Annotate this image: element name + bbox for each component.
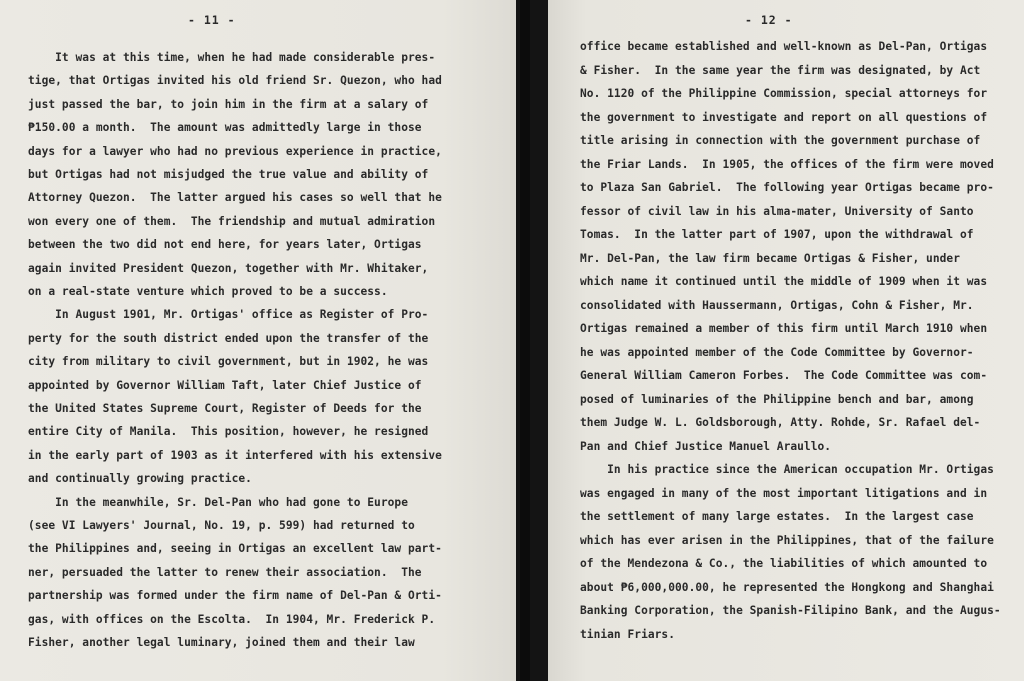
text-line: (see VI Lawyers' Journal, No. 19, p. 599) had returned to xyxy=(28,519,415,532)
text-line: Mr. Del-Pan, the law firm became Ortigas & Fisher, under xyxy=(580,251,960,265)
text-line: In August 1901, Mr. Ortigas' office as Register of Pro- xyxy=(28,308,429,322)
text-line: appointed by Governor William Taft, later Chief Justice of xyxy=(28,378,422,392)
text-line: again invited President Quezon, together with Mr. Whitaker, xyxy=(28,261,429,275)
text-line: tige, that Ortigas invited his old friend Sr. Quezon, who had xyxy=(28,74,442,88)
text-line: of the Mendezona & Co., the liabilities of which amounted to xyxy=(580,557,988,570)
text-line: partnership was formed under the firm name of Del-Pan & Orti- xyxy=(28,589,442,603)
text-line: on a real-state venture which proved to be a success. xyxy=(28,285,388,298)
text-line: title arising in connection with the government purchase of xyxy=(580,134,981,147)
text-line: the United States Supreme Court, Register of Deeds for the xyxy=(28,402,422,415)
text-line: In his practice since the American occupation Mr. Ortigas xyxy=(580,463,994,476)
text-line: consolidated with Haussermann, Ortigas, Cohn & Fisher, Mr. xyxy=(580,298,974,312)
text-line: gas, with offices on the Escolta. In 1904, Mr. Frederick P. xyxy=(28,612,436,626)
text-line: Ortigas remained a member of this firm until March 1910 when xyxy=(580,322,988,335)
text-line: Tomas. In the latter part of 1907, upon the withdrawal of xyxy=(580,228,974,241)
page-number-left: - 11 - xyxy=(188,13,236,27)
page-number-right: - 12 - xyxy=(745,13,793,27)
text-line: them Judge W. L. Goldsborough, Atty. Rohde, Sr. Rafael del- xyxy=(580,416,981,429)
text-line: city from military to civil government, but in 1902, he was xyxy=(28,355,429,369)
text-line: he was appointed member of the Code Committee by Governor- xyxy=(580,345,974,359)
text-line: the Friar Lands. In 1905, the offices of the firm were moved xyxy=(580,157,994,171)
text-line: entire City of Manila. This position, however, he resigned xyxy=(28,425,429,439)
text-line: which has ever arisen in the Philippines, that of the failure xyxy=(580,533,994,547)
text-line: about ₱6,000,000.00, he represented the Hongkong and Shanghai xyxy=(580,580,994,594)
text-line: General William Cameron Forbes. The Code Committee was com- xyxy=(580,369,988,382)
text-line: tinian Friars. xyxy=(580,627,675,641)
text-line: It was at this time, when he had made considerable pres- xyxy=(28,51,436,64)
text-line: & Fisher. In the same year the firm was designated, by Act xyxy=(580,63,981,77)
text-line: which name it continued until the middle of 1909 when it was xyxy=(580,275,988,288)
text-line: the government to investigate and report on all questions of xyxy=(580,110,988,124)
text-line: days for a lawyer who had no previous experience in practice, xyxy=(28,144,442,158)
text-line: perty for the south district ended upon the transfer of the xyxy=(28,331,429,345)
text-line: Banking Corporation, the Spanish-Filipino Bank, and the Augus- xyxy=(580,604,1001,617)
text-line: in the early part of 1903 as it interfered with his extensive xyxy=(28,448,442,462)
binding-shadow xyxy=(520,0,530,681)
text-line: the settlement of many large estates. In the largest case xyxy=(580,510,974,523)
text-line: Fisher, another legal luminary, joined them and their law xyxy=(28,636,415,649)
text-line: won every one of them. The friendship and mutual admiration xyxy=(28,214,436,228)
text-line: Pan and Chief Justice Manuel Araullo. xyxy=(580,439,832,453)
text-line: fessor of civil law in his alma-mater, University of Santo xyxy=(580,204,974,218)
text-line: but Ortigas had not misjudged the true value and ability of xyxy=(28,168,429,181)
text-line: between the two did not end here, for years later, Ortigas xyxy=(28,238,422,252)
text-line: and continually growing practice. xyxy=(28,472,252,486)
right-page xyxy=(548,0,1024,681)
text-line: In the meanwhile, Sr. Del-Pan who had gone to Europe xyxy=(28,495,408,509)
text-line: just passed the bar, to join him in the firm at a salary of xyxy=(28,97,429,111)
text-line: ner, persuaded the latter to renew their association. The xyxy=(28,565,422,579)
text-line: No. 1120 of the Philippine Commission, special attorneys for xyxy=(580,87,988,100)
text-line: was engaged in many of the most important litigations and in xyxy=(580,486,988,500)
text-line: the Philippines and, seeing in Ortigas an excellent law part- xyxy=(28,542,442,556)
text-line: posed of luminaries of the Philippine bench and bar, among xyxy=(580,392,974,406)
text-line: office became established and well-known as Del-Pan, Ortigas xyxy=(580,40,988,53)
text-line: to Plaza San Gabriel. The following year Ortigas became pro- xyxy=(580,181,994,194)
text-line: ₱150.00 a month. The amount was admittedly large in those xyxy=(28,121,422,135)
text-line: Attorney Quezon. The latter argued his cases so well that he xyxy=(28,191,442,205)
